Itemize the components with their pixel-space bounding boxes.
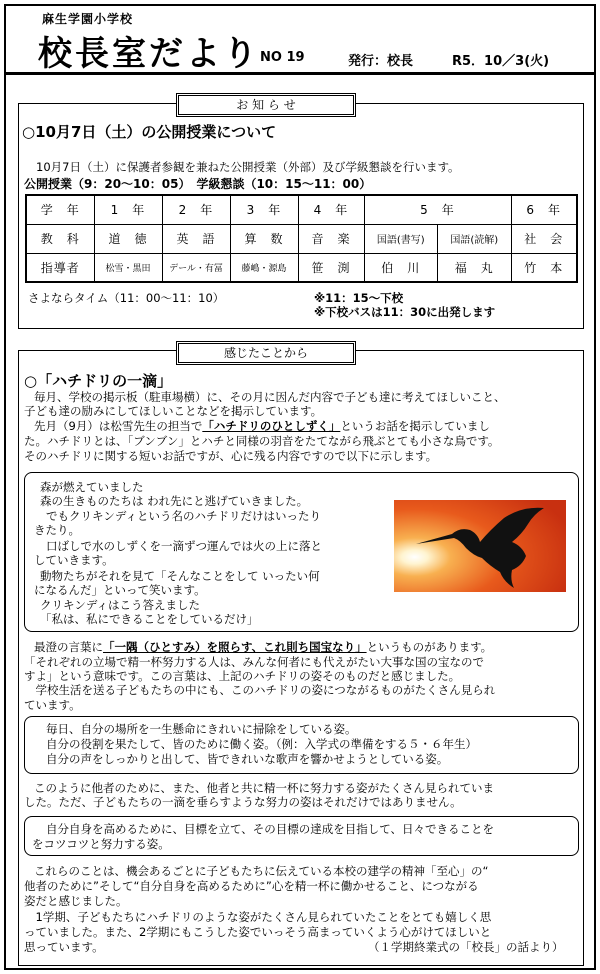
paragraph-line: すよ」という意味です。この言葉は、上記のハチドリの姿そのものだと感じました。 xyxy=(24,669,461,683)
table-cell: 音 楽 xyxy=(298,224,364,253)
p2-prefix: 先月（9月）は松雪先生の担当で xyxy=(34,419,203,433)
notice-intro: 10月7日（土）に保護者参観を兼ねた公開授業（外部）及び学級懇談を行います。 xyxy=(36,160,460,174)
story-line: 動物たちがそれを見て「そんなことをして いったい何 xyxy=(40,569,320,583)
schedule-table xyxy=(25,194,578,283)
issue-number: NO 19 xyxy=(260,50,305,65)
table-cell: 指導者 xyxy=(26,253,94,282)
publisher: 発行：校長 xyxy=(348,54,414,69)
table-cell: 国語(書写) xyxy=(364,224,438,253)
dismissal-time: ※11：15～下校 xyxy=(314,291,404,305)
table-cell: 2 年 xyxy=(162,195,230,224)
paragraph-line: 学校生活を送る子どもたちの中にも、このハチドリの姿につながるものがたくさん見られ xyxy=(24,683,496,697)
story-line: クリキンディはこう答えました xyxy=(40,598,200,612)
essay-heading: ○「ハチドリの一滴」 xyxy=(24,372,173,390)
paragraph-line: 子ども達の励みにしてほしいことなどを掲示しています。 xyxy=(24,404,323,418)
paragraph-line: 毎月、学校の掲示板（駐車場横）に、その月に因んだ内容で子ども達に考えてほしいこと、 xyxy=(34,390,506,404)
newsletter-title: 校長室だより xyxy=(38,34,260,74)
table-cell: 学 年 xyxy=(26,195,94,224)
table-cell: 算 数 xyxy=(230,224,298,253)
table-cell: 道 徳 xyxy=(94,224,162,253)
paragraph-line: た。ハチドリとは、「ブンブン」とハチと同様の羽音をたてながら飛ぶとても小さな鳥です。 xyxy=(24,434,500,448)
table-cell: 5 年 xyxy=(364,195,511,224)
source-note: （１学期終業式の「校長」の話より） xyxy=(368,940,564,954)
paragraph-line: ています。 xyxy=(24,698,81,712)
paragraph-line: 1学期、子どもたちにハチドリのような姿がたくさん見られていたことをとても嬉しく思 xyxy=(24,910,492,924)
paragraph-line: これらのことは、機会あるごとに子どもたちに伝えている本校の建学の精神「至心」の“ xyxy=(34,864,489,878)
table-cell: デール・有冨 xyxy=(162,253,230,282)
notice-heading: ○10月7日（土）の公開授業について xyxy=(22,123,277,141)
paragraph-line: 姿だと感じました。 xyxy=(24,894,128,908)
paragraph-line xyxy=(34,640,492,655)
paragraph-line: そのハチドリに関する短いお話ですが、心に残る内容ですので以下に示します。 xyxy=(24,449,438,463)
paragraph-line: 他者のために”そして“自分自身を高めるために”心を精一杯に働かせること、につながる xyxy=(24,879,479,893)
table-cell: 竹 本 xyxy=(511,253,577,282)
story-line: 森が燃えていました xyxy=(40,480,144,494)
table-row xyxy=(26,253,577,282)
bus-departure: ※下校バスは11：30に出発します xyxy=(314,305,496,319)
self-improvement-line: 自分自身を高めるために、目標を立て、その目標の達成を目指して、日々できることを xyxy=(46,822,495,836)
story-line: になるんだ」といって笑います。 xyxy=(34,583,206,597)
notice-label: お 知 ら せ xyxy=(176,93,356,117)
sayonara-time: さよならタイム（11：00～11：10） xyxy=(28,291,225,305)
story-line: きたり。 xyxy=(34,523,80,537)
story-line: 口ばしで水のしずくを一滴ずつ運んでは火の上に落と xyxy=(46,539,322,553)
example-line: 自分の役割を果たして、皆のために働く姿。（例：入学式の準備をする５・６年生） xyxy=(46,737,478,751)
table-cell: 教 科 xyxy=(26,224,94,253)
table-cell: 英 語 xyxy=(162,224,230,253)
paragraph-line: 思っています。 xyxy=(24,940,104,954)
paragraph-line: 「それぞれの立場で精一杯努力する人は、みんな何者にも代えがたい大事な国の宝なので xyxy=(24,655,484,669)
story-line: 森の生きものたちは われ先にと逃げていきました。 xyxy=(40,494,309,508)
table-cell: 松雪・黒田 xyxy=(94,253,162,282)
table-cell: 国語(読解) xyxy=(438,224,512,253)
issue-date: R5．10／3(火) xyxy=(452,54,550,69)
story-line: 「私は、私にできることをしているだけ」 xyxy=(40,612,259,626)
table-cell: 福 丸 xyxy=(438,253,512,282)
notice-times: 公開授業（9：20～10：05） 学級懇談（10：15～11：00） xyxy=(24,177,372,191)
example-line: 毎日、自分の場所を一生懸命にきれいに掃除をしている姿。 xyxy=(46,722,357,736)
saicho-quote-highlight: 「一隅（ひとすみ）を照らす、これ則ち国宝なり」 xyxy=(103,640,367,654)
header-divider xyxy=(6,72,594,75)
self-improvement-line: をコツコツと努力する姿。 xyxy=(32,837,170,851)
table-cell: 笹 渕 xyxy=(298,253,364,282)
hummingbird-image xyxy=(394,500,566,592)
table-cell: 社 会 xyxy=(511,224,577,253)
table-cell: 4 年 xyxy=(298,195,364,224)
school-name: 麻生学園小学校 xyxy=(42,12,134,26)
table-row xyxy=(26,224,577,253)
table-cell: 6 年 xyxy=(511,195,577,224)
story-line: していきます。 xyxy=(34,553,114,567)
paragraph-line: っていました。また、2学期にもこうした姿でいっそう高まっていくよう心がけてほしいと xyxy=(24,925,492,939)
essay-label: 感じたことから xyxy=(176,341,356,365)
story-line: でもクリキンディという名のハチドリだけはいったり xyxy=(46,509,321,523)
p3-prefix: 最澄の言葉に xyxy=(34,640,103,654)
paragraph-line: このように他者のために、また、他者と共に精一杯に努力する姿がたくさん見られていま xyxy=(34,781,494,795)
p3-suffix: というものがあります。 xyxy=(366,640,493,654)
table-cell: 3 年 xyxy=(230,195,298,224)
table-cell: 藤嶋・源島 xyxy=(230,253,298,282)
example-line: 自分の声をしっかりと出して、皆できれいな歌声を響かせようとしている姿。 xyxy=(46,752,449,766)
p2-suffix: というお話を掲示していまし xyxy=(340,419,490,433)
paragraph-line: した。ただ、子どもたちの一滴を垂らすような努力の姿はそれだけではありません。 xyxy=(24,795,462,809)
table-cell: 伯 川 xyxy=(364,253,438,282)
paragraph-line xyxy=(34,419,490,434)
table-row xyxy=(26,195,577,224)
story-title-highlight: 「ハチドリのひとしずく」 xyxy=(202,419,341,433)
table-cell: 1 年 xyxy=(94,195,162,224)
